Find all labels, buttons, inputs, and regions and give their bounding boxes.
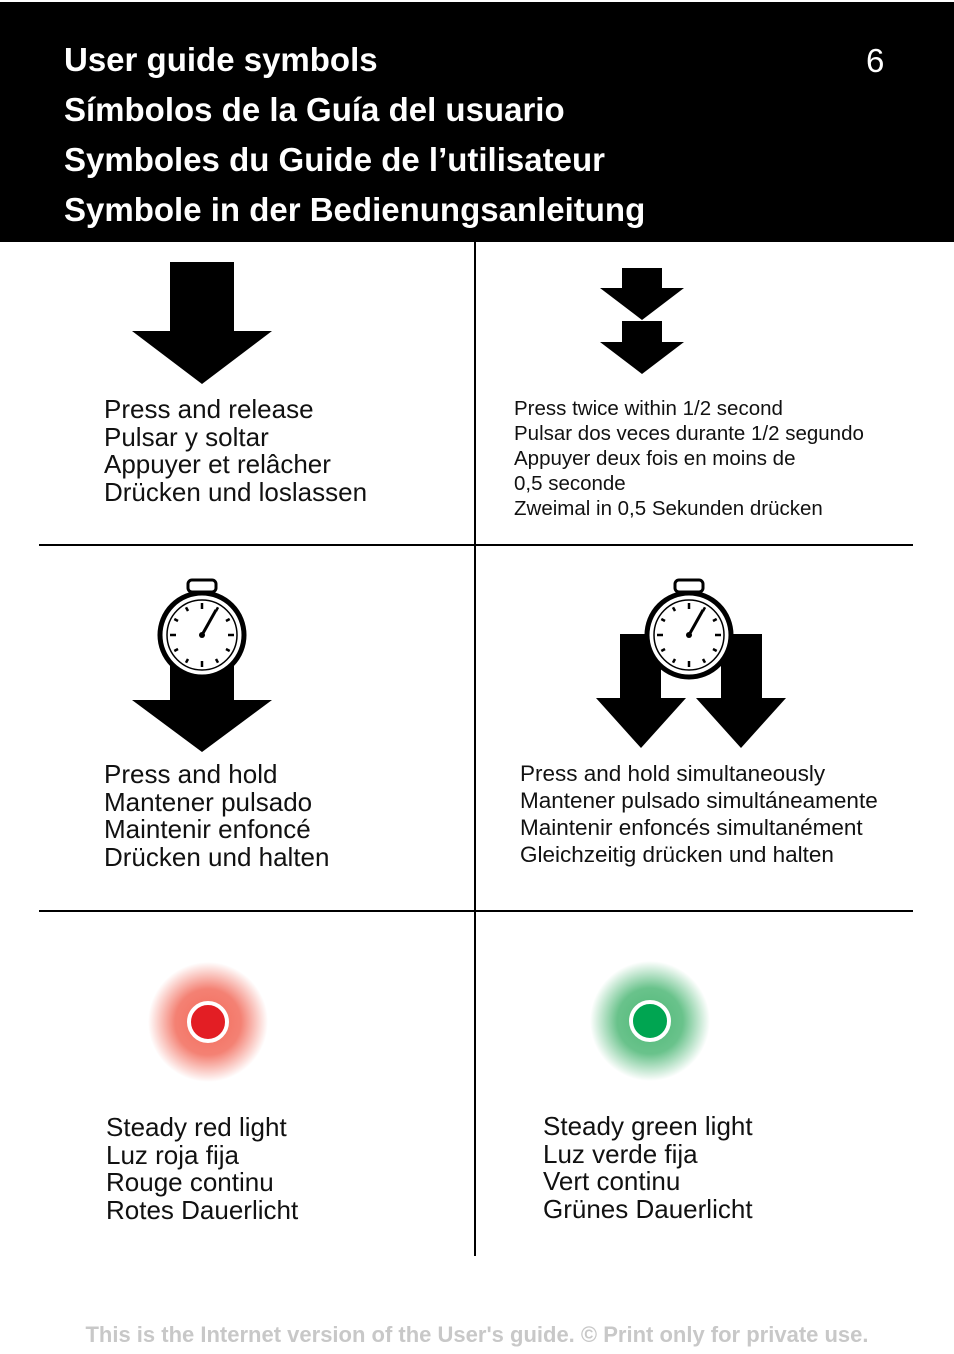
caption-press-hold (104, 761, 329, 871)
grid-divider-row-2 (39, 910, 913, 912)
caption-press-hold-simultaneous (520, 760, 878, 868)
caption-line: Pulsar y soltar (104, 421, 269, 452)
caption-line: Maintenir enfoncés simultanément (520, 815, 863, 840)
caption-line: Gleichzeitig drücken und halten (520, 842, 834, 867)
title-english: User guide symbols (64, 41, 378, 78)
caption-line: Press and hold simultaneously (520, 761, 826, 786)
caption-line: Vert continu (543, 1166, 681, 1196)
caption-line: Press and release (104, 394, 314, 424)
double-down-arrow-icon (600, 268, 684, 374)
stopwatch-icon (647, 580, 731, 677)
caption-line: Appuyer et relâcher (104, 449, 331, 479)
caption-line: Press and hold (104, 759, 278, 789)
down-arrow-icon (132, 262, 272, 384)
caption-press-release (104, 396, 367, 506)
green-light-icon (590, 961, 710, 1081)
caption-line: Luz verde fija (543, 1138, 698, 1169)
caption-line: 0,5 seconde (514, 472, 626, 495)
press-hold-simultaneous-icon (596, 578, 788, 750)
caption-line: Mantener pulsado simultáneamente (520, 788, 878, 813)
caption-line: Zweimal in 0,5 Sekunden drücken (514, 497, 823, 520)
caption-line: Press twice within 1/2 second (514, 397, 783, 420)
caption-line: Grünes Dauerlicht (543, 1193, 753, 1224)
caption-line: Rotes Dauerlicht (106, 1194, 299, 1225)
grid-divider-row-1 (39, 544, 913, 546)
caption-line: Drücken und halten (104, 841, 330, 872)
footer-notice: This is the Internet version of the User's guide. © Print only for private use. (85, 1322, 869, 1347)
title-french: Symboles du Guide de l’utilisateur (64, 141, 605, 178)
stopwatch-icon (160, 580, 244, 677)
press-hold-icon (132, 578, 272, 754)
header-banner (0, 2, 954, 242)
caption-line: Luz roja fija (106, 1139, 239, 1170)
caption-line: Mantener pulsado (104, 786, 313, 817)
page-number: 6 (866, 42, 885, 79)
caption-line: Steady green light (543, 1111, 753, 1141)
grid-vertical-divider (474, 242, 476, 1256)
caption-press-twice (514, 396, 864, 521)
caption-line: Pulsar dos veces durante 1/2 segundo (514, 422, 864, 445)
title-spanish: Símbolos de la Guía del usuario (64, 91, 565, 128)
caption-line: Maintenir enfoncé (104, 814, 311, 844)
red-light-icon (148, 962, 268, 1082)
caption-steady-red (106, 1114, 298, 1224)
caption-line: Rouge continu (106, 1167, 274, 1197)
caption-line: Appuyer deux fois en moins de (514, 447, 796, 470)
caption-steady-green (543, 1113, 753, 1223)
title-german: Symbole in der Bedienungsanleitung (64, 191, 646, 228)
caption-line: Steady red light (106, 1112, 287, 1142)
caption-line: Drücken und loslassen (104, 476, 368, 507)
